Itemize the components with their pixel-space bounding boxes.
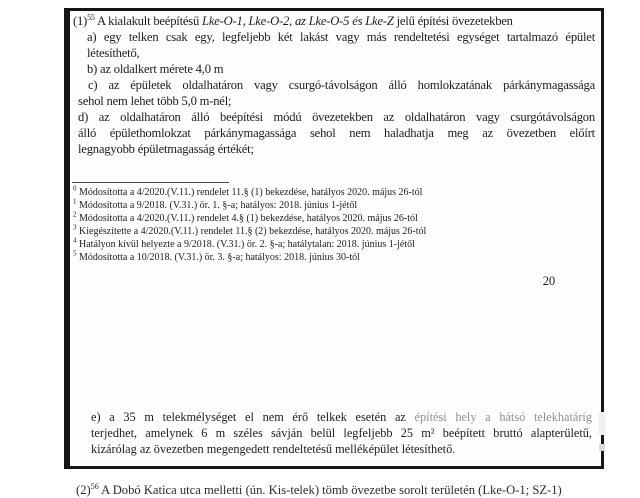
- page-content: [70, 11, 601, 466]
- paragraph-1-marker: (1): [73, 14, 88, 28]
- page-number: 20: [542, 274, 555, 288]
- footnote-list: [73, 186, 595, 264]
- paragraph-1-lead: $(1)^{55}$ A kialakult beépítésű Lke-O-1, Lke-O-2, az Lke-O-5 és Lke-Z jelű építési övezetekben: [73, 12, 513, 28]
- item-d: d) az oldalhatáron álló beépítési módú övezetekben az oldalhatáron vagy csurgótávolságon álló épülethomlokzat párkánymagassága sehol nem haladhatja meg az övezetben előírt legnagyobb épületmagasság értékét;: [78, 110, 595, 156]
- paragraph-1: [73, 13, 595, 29]
- item-a: a) egy telken csak egy, legfeljebb két lakást vagy más rendeltetési egységet tartalmazó épület létesíthető,: [87, 30, 595, 60]
- paragraph-2-marker: (2): [76, 482, 91, 497]
- footnote-item: $^2$ Módosította a 4/2020.(V.11.) rendelet 4.§ (1) bekezdése, hatályos 2020. május 26-tól: [73, 210, 418, 224]
- scanned-page: [64, 8, 604, 469]
- footnote-item: $^3$ Kiegészítette a 4/2020.(V.11.) rendelet 11.§ (2) bekezdése, hatályos 2020. május 26-tól: [73, 223, 427, 237]
- footnote-item: $^1$ Módosította a 9/2018. (V.31.) ör. 1. §-a; hatályos: 2018. június 1-jétől: [73, 197, 358, 211]
- footnote-item: $^0$ Módosította a 4/2020.(V.11.) rendelet 11.§ (1) bekezdése, hatályos 2020. május 26-tól: [73, 184, 423, 198]
- footnote-ref-56: 56: [90, 481, 99, 491]
- scan-artifact-notch: [599, 444, 605, 451]
- paragraph-2-clipped: $(2)^{56}$ A Dobó Katica utca melletti (ún. Kis-telek) tömb övezetbe sorolt területén (Lke-O-1; SZ-1): [76, 481, 562, 497]
- item-c: c) az épületek oldalhatáron vagy csurgó-távolságon álló homlokzatának párkánymagassága sehol nem lehet több 5,0 m-nél;: [78, 78, 595, 108]
- zone-codes: Lke-O-1, Lke-O-2, az Lke-O-5 és Lke-Z: [202, 14, 394, 28]
- scan-artifact-gap: [599, 412, 605, 435]
- faded-scan-text: építési hely a hátsó telekhatárig: [414, 410, 592, 424]
- item-e: e) a 35 m telekmélységet el nem érő telkek esetén az építési hely a hátsó telekhatárig terjedhet, amelynek 6 m széles sávján belül legfeljebb 25 m² beépített bruttó alapterületű, kizárólag az övezetben megengedett rendeltetésű melléképület létesíthető.: [91, 410, 592, 456]
- item-b: b) az oldalkert mérete 4,0 m: [87, 62, 224, 76]
- footnote-ref-55: 55: [87, 12, 95, 22]
- footnote-separator: [72, 182, 229, 183]
- footnote-item: $^5$ Módosította a 10/2018. (V.31.) ör. 3. §-a; hatályos: 2018. június 30-tól: [73, 249, 360, 263]
- footnote-item: $^4$ Hatályon kívül helyezte a 9/2018. (V.31.) ör. 2. §-a; hatálytalan: 2018. június 1-jétől: [73, 236, 415, 250]
